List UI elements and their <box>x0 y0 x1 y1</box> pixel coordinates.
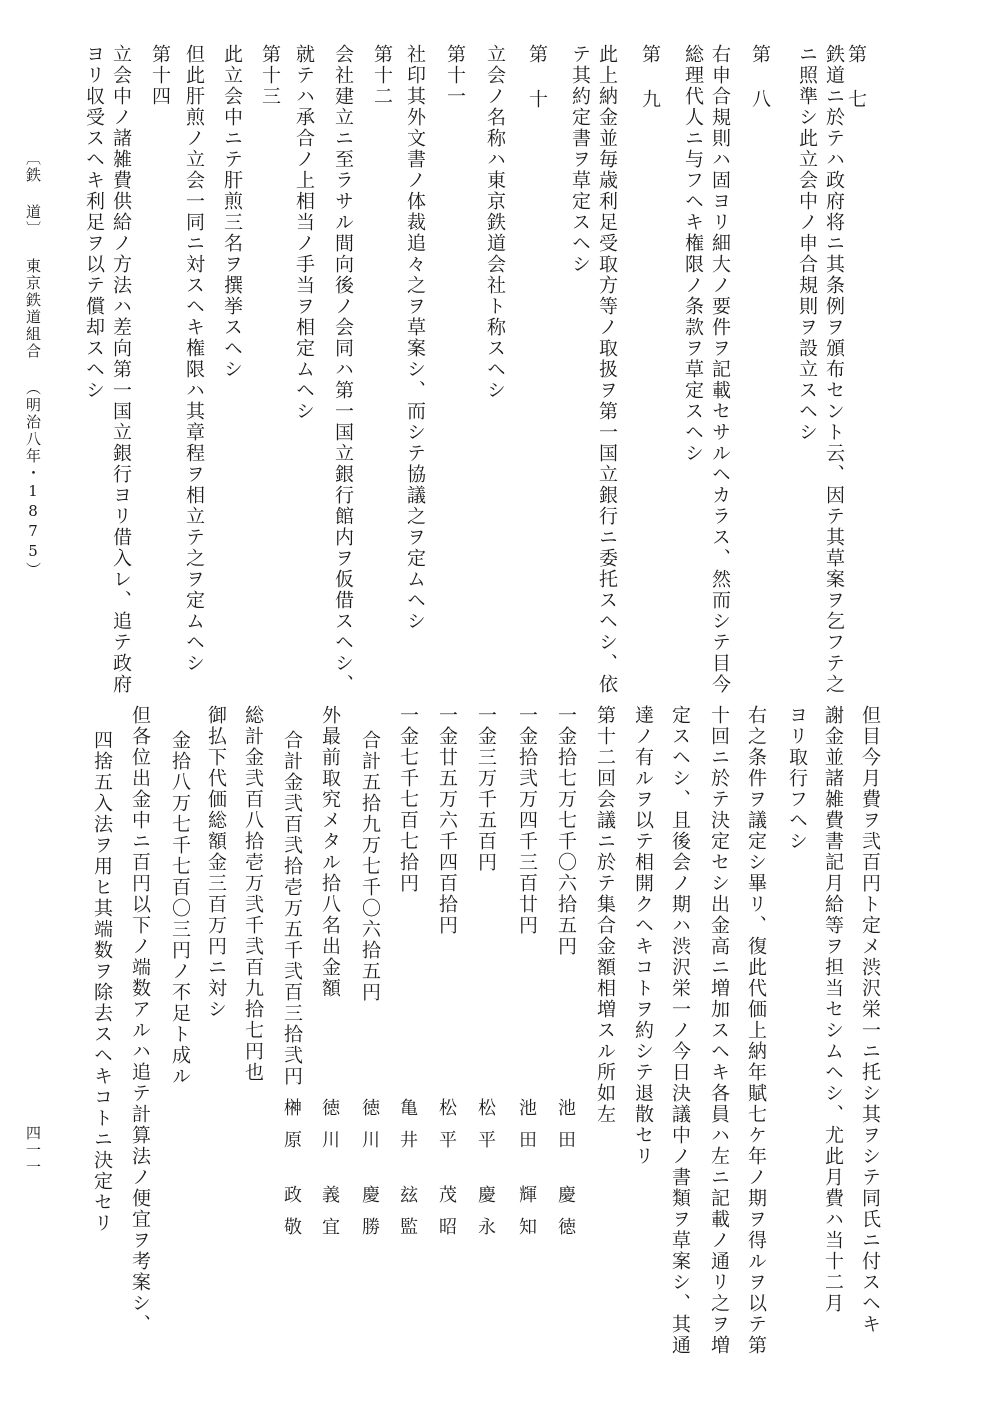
name-surname: 榊原 <box>281 1098 302 1162</box>
text-column: 十回ニ於テ決定セシ出金高ニ増加スヘキ各員ハ左ニ記載ノ通リ之ヲ増 <box>708 705 730 1356</box>
amount-line: 一金廿五万六千四百拾円 <box>436 705 458 936</box>
amount-line: 一金拾弐万四千三百廿円 <box>516 705 538 936</box>
amount-line: 一金拾七万七千〇六拾五円 <box>555 705 577 957</box>
name-given: 政敬 <box>281 1185 302 1249</box>
name-given: 慶徳 <box>555 1185 576 1249</box>
text-column: 但目今月費ヲ弐百円ト定メ渋沢栄一ニ托シ其ヲシテ同氏ニ付スヘキ <box>859 705 881 1335</box>
text-column: 就テハ承合ノ上相当ノ手当ヲ相定ムヘシ <box>293 44 315 422</box>
text-column: ヨリ収受スヘキ利足ヲ以テ償却スヘシ <box>83 44 105 401</box>
text-column: 外最前取究メタル拾八名出金額 <box>319 705 341 999</box>
text-column: 四捨五入法ヲ用ヒ其端数ヲ除去スヘキコトニ決定セリ <box>91 730 113 1234</box>
name-surname: 松平 <box>436 1098 457 1162</box>
article-9-heading: 第 九 <box>639 44 661 110</box>
text-column: 社印其外文書ノ体裁追々之ヲ草案シ、而シテ協議之ヲ定ムヘシ <box>404 44 426 632</box>
name-given: 慶永 <box>475 1185 496 1249</box>
text-column: 達ノ有ルヲ以テ相開クヘキコトヲ約シテ退散セリ <box>632 705 654 1167</box>
text-column: 定スヘシ、且後会ノ期ハ渋沢栄一ノ今日決議中ノ書類ヲ草案シ、其通 <box>669 705 691 1356</box>
text-column: 会社建立ニ至ラサル間向後ノ会同ハ第一国立銀行館内ヲ仮借スヘシ、 <box>332 44 354 695</box>
article-14-heading: 第十四 <box>149 44 171 107</box>
article-10-heading: 第 十 <box>526 44 548 110</box>
text-column: 謝金並諸雑費書記月給等ヲ担当セシムヘシ、尤此月費ハ当十二月 <box>822 705 844 1314</box>
text-column: 総理代人ニ与フヘキ権限ノ条款ヲ草定スヘシ <box>682 44 704 464</box>
subtotal-line: 合計五拾九万七千〇六拾五円 <box>359 730 381 1003</box>
subtotal-line: 合計金弐百弐拾壱万五千弐百三拾弐円 <box>281 730 303 1087</box>
text-column: 鉄道ニ於テハ政府将ニ其条例ヲ頒布セント云、因テ其草案ヲ乞フテ之 <box>823 44 845 695</box>
article-11-heading: 第十一 <box>444 44 466 107</box>
text-column: 此立会中ニテ肝煎三名ヲ撰挙スヘシ <box>221 44 243 380</box>
amount-line: 一金三万千五百円 <box>475 705 497 873</box>
name-surname: 徳川 <box>319 1098 340 1162</box>
article-13-heading: 第十三 <box>259 44 281 107</box>
text-column: テ其約定書ヲ草定スヘシ <box>569 44 591 275</box>
text-column: 立会ノ名称ハ東京鉄道会社ト称スヘシ <box>484 44 506 401</box>
name-surname: 徳川 <box>359 1098 380 1162</box>
text-column: 右之条件ヲ議定シ畢リ、復此代価上納年賦七ケ年ノ期ヲ得ルヲ以テ第 <box>745 705 767 1356</box>
name-given: 慶勝 <box>359 1185 380 1249</box>
text-column: 金拾八万七千七百〇三円ノ不足ト成ル <box>169 730 191 1087</box>
text-column: 立会中ノ諸雑費供給ノ方法ハ差向第一国立銀行ヨリ借入レ、追テ政府 <box>110 44 132 695</box>
name-given: 玆監 <box>397 1185 418 1249</box>
text-column: ヨリ取行フヘシ <box>786 705 808 852</box>
name-surname: 池田 <box>555 1098 576 1162</box>
running-head: 〔鉄 道〕 東京鉄道組合 （明治八年・1875） <box>24 150 42 579</box>
name-given: 輝知 <box>516 1185 537 1249</box>
article-12-heading: 第十二 <box>371 44 393 107</box>
name-surname: 亀井 <box>397 1098 418 1162</box>
name-given: 義宜 <box>319 1185 340 1249</box>
text-column: 右申合規則ハ固ヨリ細大ノ要件ヲ記載セサルヘカラス、然而シテ目今 <box>709 44 731 695</box>
article-8-heading: 第 八 <box>749 44 771 110</box>
text-column: 御払下代価総額金三百万円ニ対シ <box>205 705 227 1020</box>
page-number: 四一一 <box>24 1125 42 1176</box>
section-heading: 第十二回会議ニ於テ集合金額相増スル所如左 <box>594 705 616 1125</box>
text-column: 但各位出金中ニ百円以下ノ端数アルハ追テ計算法ノ便宜ヲ考案シ、 <box>129 705 151 1335</box>
text-column: 但此肝煎ノ立会一同ニ対スヘキ権限ハ其章程ヲ相立テ之ヲ定ムヘシ <box>183 44 205 674</box>
text-column: 此上納金並毎歳利足受取方等ノ取扱ヲ第一国立銀行ニ委托スヘシ、依 <box>596 44 618 695</box>
article-7-heading: 第 七 <box>845 44 867 110</box>
text-column: ニ照準シ此立会中ノ申合規則ヲ設立スヘシ <box>796 44 818 443</box>
total-line: 総計金弐百八拾壱万弐千弐百九拾七円也 <box>242 705 264 1083</box>
name-surname: 松平 <box>475 1098 496 1162</box>
amount-line: 一金七千七百七拾円 <box>397 705 419 894</box>
name-surname: 池田 <box>516 1098 537 1162</box>
name-given: 茂昭 <box>436 1185 457 1249</box>
